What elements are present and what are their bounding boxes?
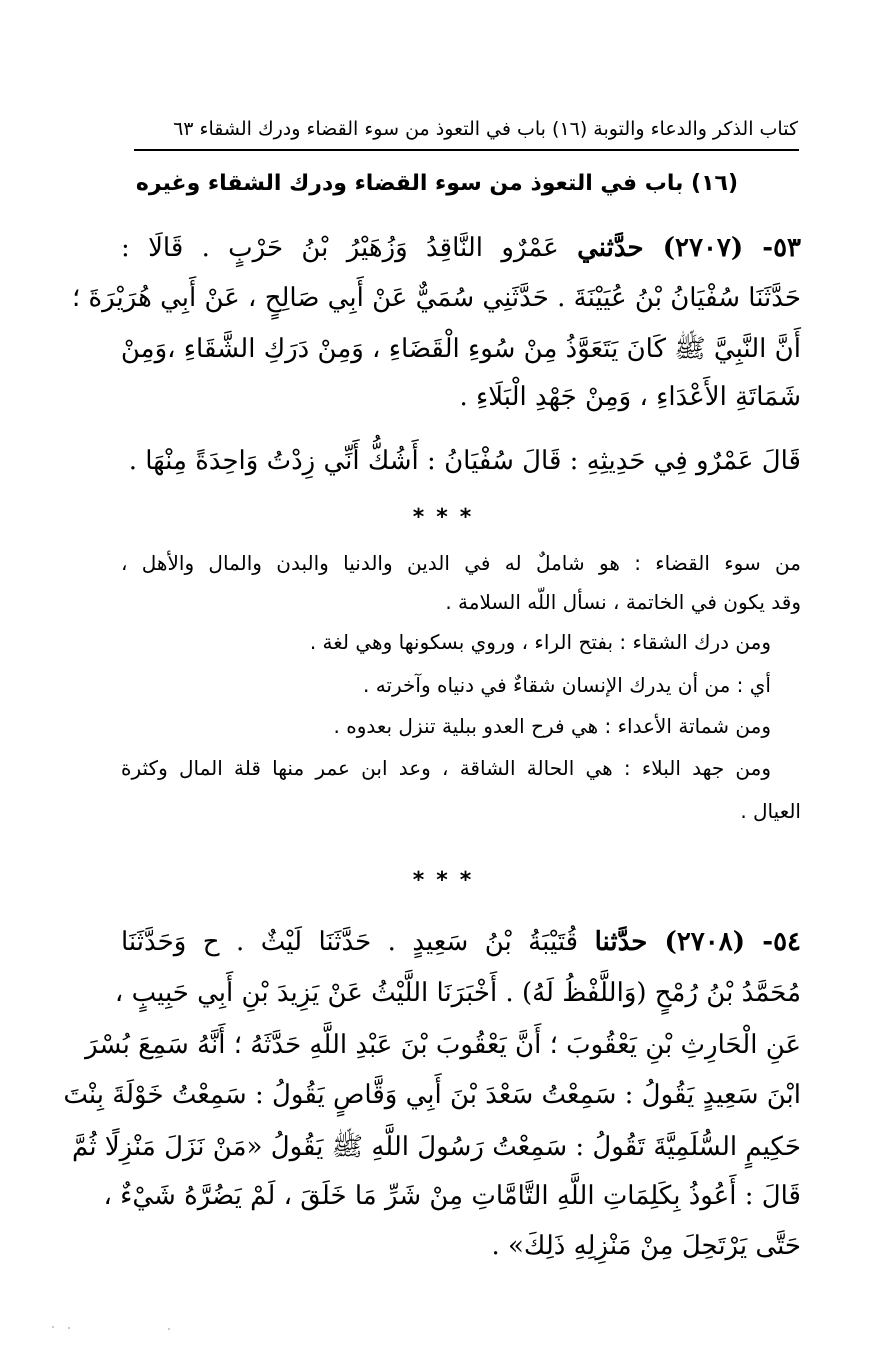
hadith-54-line-1 [121,922,801,962]
scan-speck [168,1328,170,1330]
hadith-54-line-1-text: قُتَيْبَةُ بْنُ سَعِيدٍ . حَدَّثَنَا لَيْثٌ . ح وَحَدَّثَنَا [121,927,579,957]
hadith-53-line-2: حَدَّثَنَا سُفْيَانُ بْنُ عُيَيْنَةَ . حَدَّثَنِي سُمَيٌّ عَنْ أَبِي صَالِحٍ ، عَنْ أَبِي هُرَيْرَةَ ؛ [72,283,801,313]
hadith-53-number: ٥٣- (٢٧٠٧) حدَّثني [577,233,802,263]
commentary-line-3: ومن درك الشقاء : بفتح الراء ، وروي بسكونها وهي لغة . [309,630,771,654]
commentary-line-5: ومن شماتة الأعداء : هي فرح العدو ببلية تنزل بعدوه . [333,714,771,738]
chapter-title: (١٦) باب في التعوذ من سوء القضاء ودرك الشقاء وغيره [135,171,738,196]
hadith-54-line-7: حَتَّى يَرْتَحِلَ مِنْ مَنْزِلِهِ ذَلِكَ» . [491,1231,801,1261]
commentary-line-6: ومن جهد البلاء : هي الحالة الشاقة ، وعد ابن عمر منها قلة المال وكثرة [121,756,771,780]
commentary-line-1: من سوء القضاء : هو شاملٌ له في الدين والدنيا والبدن والمال والأهل ، [121,551,801,575]
running-head: كتاب الذكر والدعاء والتوبة (١٦) باب في التعوذ من سوء القضاء ودرك الشقاء ٦٣ [173,118,798,140]
scan-speck [68,1327,70,1329]
scan-specks [40,1326,240,1330]
hadith-53-line-5: قَالَ عَمْرٌو فِي حَدِيثِهِ : قَالَ سُفْيَانُ : أَشُكُّ أَنِّي زِدْتُ وَاحِدَةً مِنْهَا . [128,446,801,476]
commentary-line-4: أي : من أن يدرك الإنسان شقاءٌ في دنياه وآخرته . [362,673,771,697]
commentary-line-7: العيال . [740,799,801,823]
section-separator-stars: *** [412,505,484,530]
hadith-53-line-1-text: عَمْرٌو النَّاقِدُ وَزُهَيْرُ بْنُ حَرْبٍ . قَالَا : [121,233,559,263]
scan-speck [52,1326,54,1328]
hadith-53-line-3: أَنَّ النَّبِيَّ ﷺ كَانَ يَتَعَوَّذُ مِنْ سُوءِ الْقَضَاءِ ، وَمِنْ دَرَكِ الشَّقَاءِ ،وَمِنْ [120,334,801,364]
hadith-53-line-4: شَمَاتَةِ الأَعْدَاءِ ، وَمِنْ جَهْدِ الْبَلَاءِ . [459,382,801,412]
hadith-54-line-4: ابْنَ سَعِيدٍ يَقُولُ : سَمِعْتُ سَعْدَ بْنَ أَبِي وَقَّاصٍ يَقُولُ : سَمِعْتُ خَوْلَةَ بِنْتَ [63,1080,801,1110]
commentary-line-2: وقد يكون في الخاتمة ، نسأل اللّه السلامة . [445,590,801,614]
hadith-54-number: ٥٤- (٢٧٠٨) حدَّثنا [594,927,801,957]
header-rule [134,149,799,151]
hadith-54-line-5: حَكِيمٍ السُّلَمِيَّةَ تَقُولُ : سَمِعْتُ رَسُولَ اللَّهِ ﷺ يَقُولُ «مَنْ نَزَلَ مَنْزِلًا ثُمَّ [72,1132,801,1162]
hadith-54-line-3: عَنِ الْحَارِثِ بْنِ يَعْقُوبَ ؛ أَنَّ يَعْقُوبَ بْنَ عَبْدِ اللَّهِ حَدَّثَهُ ؛ أَنَّهُ سَمِعَ بُسْرَ [85,1030,801,1060]
hadith-54-line-6: قَالَ : أَعُوذُ بِكَلِمَاتِ اللَّهِ التَّامَّاتِ مِنْ شَرِّ مَا خَلَقَ ، لَمْ يَضُرَّهُ شَيْءٌ ، [103,1181,801,1211]
section-separator-stars-2: *** [412,868,484,893]
hadith-54-line-2: مُحَمَّدُ بْنُ رُمْحٍ (وَاللَّفْظُ لَهُ) . أَخْبَرَنَا اللَّيْثُ عَنْ يَزِيدَ بْنِ أَبِي حَبِيبٍ ، [114,978,801,1008]
hadith-53-line-1 [121,228,801,268]
